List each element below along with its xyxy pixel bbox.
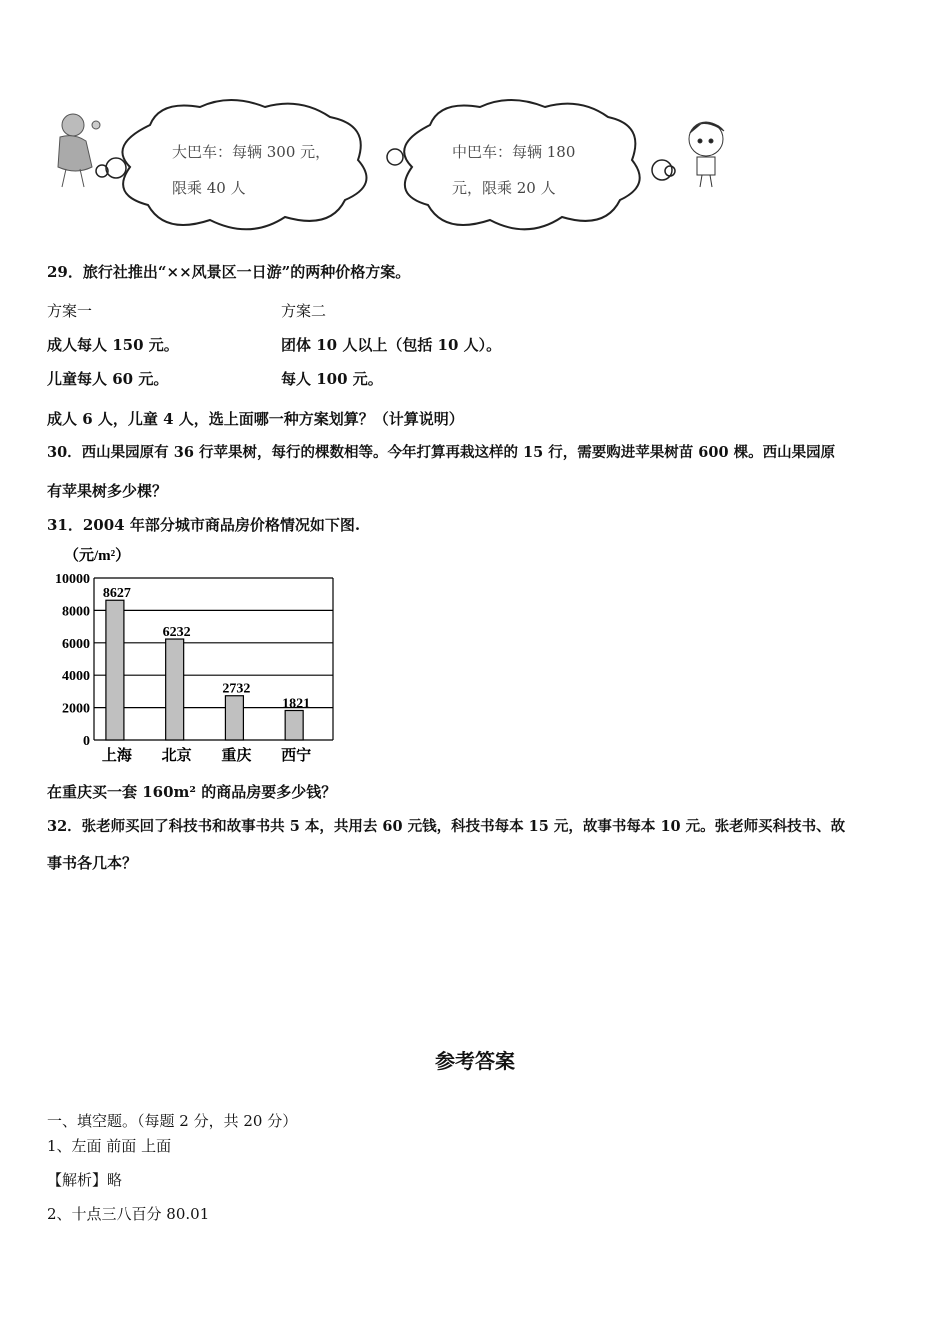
x-category-label: 上海 (101, 748, 132, 764)
q29-plan1-line1: 成人每人 150 元。 (47, 336, 179, 354)
thought-bubbles-middle (387, 149, 403, 165)
cloud-big-bus-line2: 限乘 40 人 (172, 179, 246, 197)
answer-1-analysis: 【解析】略 (47, 1171, 123, 1189)
y-tick-label: 10000 (55, 572, 90, 587)
thought-bubbles-left (96, 158, 126, 178)
answers-title: 参考答案 (435, 1049, 515, 1073)
x-category-label: 西宁 (281, 748, 312, 764)
answer-1: 1、左面 前面 上面 (47, 1137, 172, 1155)
q30-line1: 30．西山果园原有 36 行苹果树，每行的棵数相等。今年打算再栽这样的 15 行，需要购进苹果树苗 600 棵。西山果园原 (47, 444, 836, 461)
q32-line2: 事书各几本？ (47, 854, 138, 872)
q29-plan1-line2: 儿童每人 60 元。 (47, 370, 169, 388)
bar-value-label: 1821 (282, 696, 311, 712)
cloud-big-bus (122, 100, 366, 229)
q29-plan1-label: 方案一 (47, 302, 93, 320)
cloud-mid-bus (404, 100, 639, 229)
house-price-bar-chart (40, 540, 350, 770)
q29-plan2-label: 方案二 (281, 302, 327, 320)
answer-2: 2、十点三八百分 80.01 (47, 1205, 210, 1223)
q32-line1: 32．张老师买回了科技书和故事书共 5 本，共用去 60 元钱，科技书每本 15 元，故事书每本 10 元。张老师买科技书、故 (47, 818, 846, 835)
bus-price-illustration (40, 95, 740, 245)
y-tick-label: 4000 (62, 669, 90, 685)
bar-2 (225, 696, 243, 740)
x-category-label: 重庆 (221, 748, 252, 764)
bar-1 (166, 639, 184, 740)
q29-question: 成人 6 人，儿童 4 人，选上面哪一种方案划算？（计算说明） (47, 410, 464, 428)
q29-title: 29．旅行社推出“××风景区一日游”的两种价格方案。 (47, 263, 411, 281)
x-category-label: 北京 (161, 748, 192, 764)
bar-3 (285, 710, 303, 740)
cloud-big-bus-line1: 大巴车：每辆 300 元， (172, 143, 331, 161)
q31-title: 31．2004 年部分城市商品房价格情况如下图. (47, 516, 361, 534)
chart-ylabel: （元/m²） (64, 548, 131, 564)
girl-figure (58, 114, 100, 187)
bar-0 (106, 600, 124, 740)
y-tick-label: 8000 (62, 604, 90, 620)
bar-value-label: 8627 (102, 586, 131, 602)
y-tick-label: 2000 (62, 701, 90, 717)
q29-plan2-line1: 团体 10 人以上（包括 10 人）。 (281, 336, 502, 354)
cloud-mid-bus-line2: 元，限乘 20 人 (452, 179, 556, 197)
q30-line2: 有苹果树多少棵？ (47, 482, 168, 500)
q31-question: 在重庆买一套 160m² 的商品房要多少钱？ (47, 783, 337, 801)
thought-bubbles-right (652, 160, 675, 180)
q29-plan2-line2: 每人 100 元。 (281, 370, 383, 388)
cloud-mid-bus-line1: 中巴车：每辆 180 (452, 143, 576, 161)
bar-value-label: 2732 (222, 681, 251, 697)
y-tick-label: 6000 (62, 636, 90, 652)
answers-section1: 一、填空题。（每题 2 分，共 20 分） (47, 1112, 298, 1130)
boy-figure (689, 122, 724, 187)
bar-value-label: 6232 (162, 625, 191, 641)
y-tick-label: 0 (83, 734, 90, 749)
